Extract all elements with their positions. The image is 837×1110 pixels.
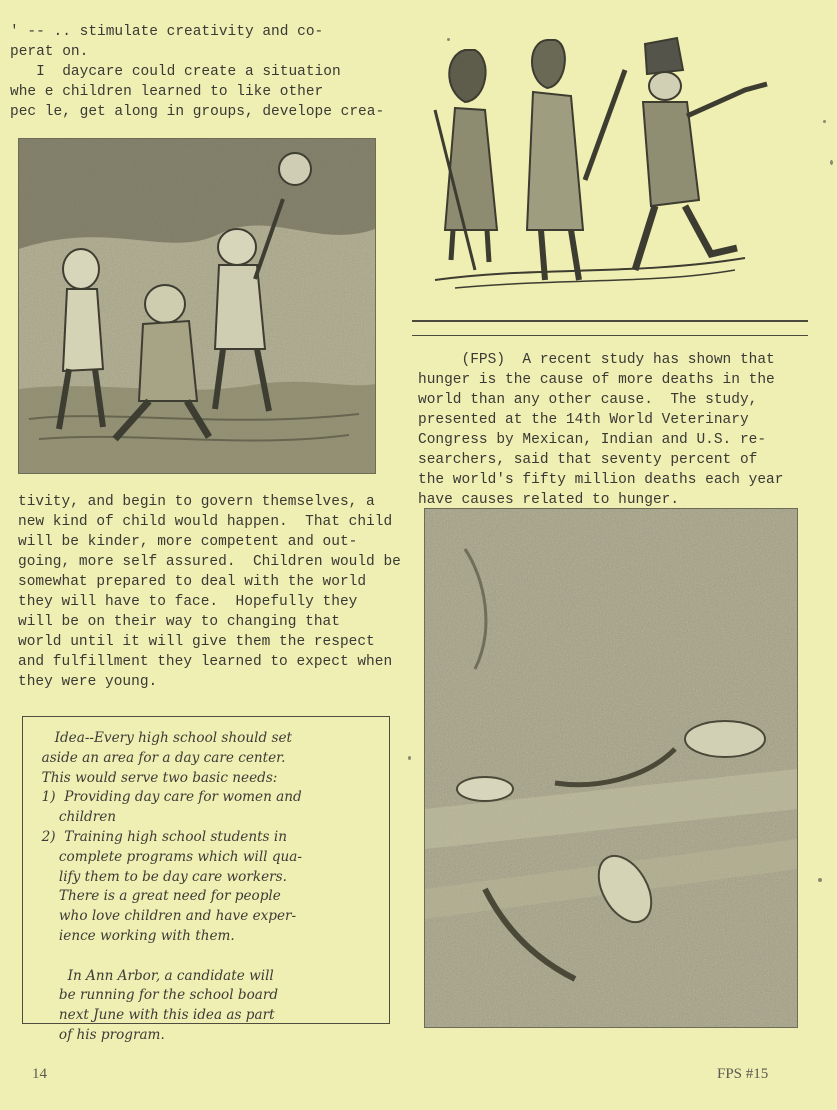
left-column-continuation <box>18 492 401 692</box>
three-children-drawing <box>415 30 815 292</box>
page-number: 14 <box>32 1066 47 1082</box>
text-line: new kind of child would happen. That child <box>18 514 393 530</box>
print-speck <box>408 756 411 760</box>
hunger-news-item <box>418 350 783 510</box>
text-line: tivity, and begin to govern themselves, a <box>18 494 375 510</box>
idea-line: be running for the school board <box>33 987 279 1004</box>
news-line: have causes related to hunger. <box>418 492 680 508</box>
idea-line: In Ann Arbor, a candidate will <box>33 967 274 984</box>
children-playing-illustration <box>18 138 376 474</box>
idea-line: This would serve two basic needs: <box>33 769 278 786</box>
news-line: (FPS) A recent study has shown that <box>418 352 775 368</box>
issue-label: FPS #15 <box>717 1066 769 1082</box>
idea-box-text <box>33 729 302 1046</box>
print-speck <box>823 120 826 123</box>
idea-line: who love children and have exper- <box>33 908 297 925</box>
hunger-drawing <box>425 509 797 1027</box>
idea-box <box>22 716 390 1043</box>
text-line: perat on. <box>10 44 89 60</box>
idea-line: children <box>33 809 116 826</box>
text-line: will be on their way to changing that <box>18 614 340 630</box>
idea-line: 1) Providing day care for women and <box>33 789 302 806</box>
text-line: ' -- .. stimulate creativity and co- <box>10 24 324 40</box>
idea-line: lify them to be day care workers. <box>33 868 287 885</box>
three-children-illustration <box>415 30 815 292</box>
news-line: world than any other cause. The study, <box>418 392 758 408</box>
news-line: the world's fifty million deaths each year <box>418 472 784 488</box>
text-line: going, more self assured. Children would be <box>18 554 401 570</box>
news-line: hunger is the cause of more deaths in the <box>418 372 775 388</box>
idea-line: complete programs which will qua- <box>33 848 302 865</box>
text-line: will be kinder, more competent and out- <box>18 534 358 550</box>
text-line: they were young. <box>18 674 158 690</box>
section-divider-bottom <box>412 335 808 336</box>
text-line: and fulfillment they learned to expect when <box>18 654 393 670</box>
idea-line: ience working with them. <box>33 927 235 944</box>
idea-line: There is a great need for people <box>33 888 281 905</box>
idea-line: next June with this idea as part <box>33 1007 275 1024</box>
idea-line: Idea--Every high school should set <box>33 730 292 746</box>
children-playing-drawing <box>19 139 375 473</box>
news-line: Congress by Mexican, Indian and U.S. re- <box>418 432 767 448</box>
text-line: somewhat prepared to deal with the world <box>18 574 367 590</box>
print-speck <box>818 878 822 882</box>
text-line: world until it will give them the respect <box>18 634 375 650</box>
text-line: whe e children learned to like other <box>10 84 324 100</box>
news-line: presented at the 14th World Veterinary <box>418 412 749 428</box>
text-line: they will have to face. Hopefully they <box>18 594 358 610</box>
news-line: searchers, said that seventy percent of <box>418 452 758 468</box>
idea-line: aside an area for a day care center. <box>33 749 286 766</box>
idea-line <box>33 947 302 967</box>
idea-line: 2) Training high school students in <box>33 828 287 845</box>
text-line: I daycare could create a situation <box>10 64 341 80</box>
left-column-intro <box>10 22 384 122</box>
print-speck <box>447 38 450 41</box>
section-divider-top <box>412 320 808 322</box>
hunger-illustration <box>424 508 798 1028</box>
idea-line: of his program. <box>33 1026 165 1043</box>
print-speck <box>830 160 833 165</box>
text-line: pec le, get along in groups, develope crea- <box>10 104 385 120</box>
